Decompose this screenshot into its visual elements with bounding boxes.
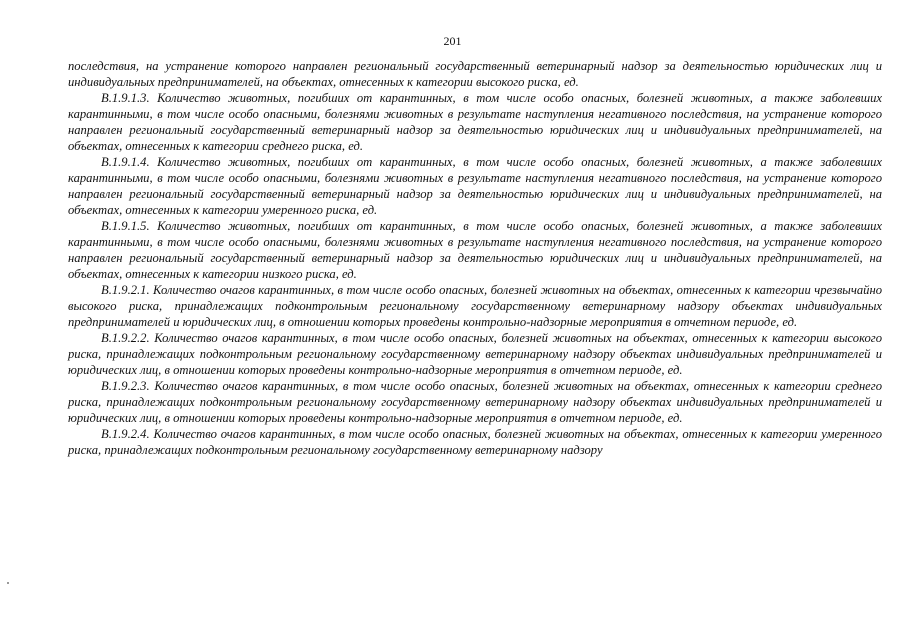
document-body — [68, 58, 882, 458]
paragraph-v-1-9-2-3: В.1.9.2.3. Количество очагов карантинных, в том числе особо опасных, болезней животных на объектах, отнесенных к категории среднего риска, принадлежащих подконтрольным региональному государственному ветеринарному надзору объектах индивидуальных предпринимателей и юридических лиц, в отношении которых проведены контрольно-надзорные мероприятия в отчетном периоде, ед. — [68, 379, 882, 425]
paragraph-v-1-9-1-3: В.1.9.1.3. Количество животных, погибших от карантинных, в том числе особо опасных, болезней животных, а также заболевших карантинными, в том числе особо опасными, болезнями животных в результате наступления негативного последствия, на устранение которого направлен региональный государственный ветеринарный надзор за деятельностью юридических лиц и индивидуальных предпринимателей, на объектах, отнесенных к категории среднего риска, ед. — [68, 91, 882, 153]
paragraph-v-1-9-2-1: В.1.9.2.1. Количество очагов карантинных, в том числе особо опасных, болезней животных на объектах, отнесенных к категории чрезвычайно высокого риска, принадлежащих подконтрольным региональному государственному ветеринарному надзору объектах индивидуальных предпринимателей и юридических лиц, в отношении которых проведены контрольно-надзорные мероприятия в отчетном периоде, ед. — [68, 283, 882, 329]
scan-speck — [7, 582, 9, 584]
paragraph-v-1-9-2-2: В.1.9.2.2. Количество очагов карантинных, в том числе особо опасных, болезней животных на объектах, отнесенных к категории высокого риска, принадлежащих подконтрольным региональному государственному ветеринарному надзору объектах индивидуальных предпринимателей и юридических лиц, в отношении которых проведены контрольно-надзорные мероприятия в отчетном периоде, ед. — [68, 331, 882, 377]
paragraph-v-1-9-1-5: В.1.9.1.5. Количество животных, погибших от карантинных, в том числе особо опасных, болезней животных, а также заболевших карантинными, в том числе особо опасными, болезнями животных в результате наступления негативного последствия, на устранение которого направлен региональный государственный ветеринарный надзор за деятельностью юридических лиц и индивидуальных предпринимателей, на объектах, отнесенных к категории низкого риска, ед. — [68, 219, 882, 281]
page-number: 201 — [443, 34, 462, 48]
paragraph-continuation: последствия, на устранение которого направлен региональный государственный ветеринарный надзор за деятельностью юридических лиц и индивидуальных предпринимателей, на объектах, отнесенных к категории высокого риска, ед. — [68, 59, 882, 89]
paragraph-v-1-9-1-4: В.1.9.1.4. Количество животных, погибших от карантинных, в том числе особо опасных, болезней животных, а также заболевших карантинными, в том числе особо опасными, болезнями животных в результате наступления негативного последствия, на устранение которого направлен региональный государственный ветеринарный надзор за деятельностью юридических лиц и индивидуальных предпринимателей, на объектах, отнесенных к категории умеренного риска, ед. — [68, 155, 882, 217]
paragraph-v-1-9-2-4: В.1.9.2.4. Количество очагов карантинных, в том числе особо опасных, болезней животных на объектах, отнесенных к категории умеренного риска, принадлежащих подконтрольным региональному государственному ветеринарному надзору — [68, 427, 882, 457]
